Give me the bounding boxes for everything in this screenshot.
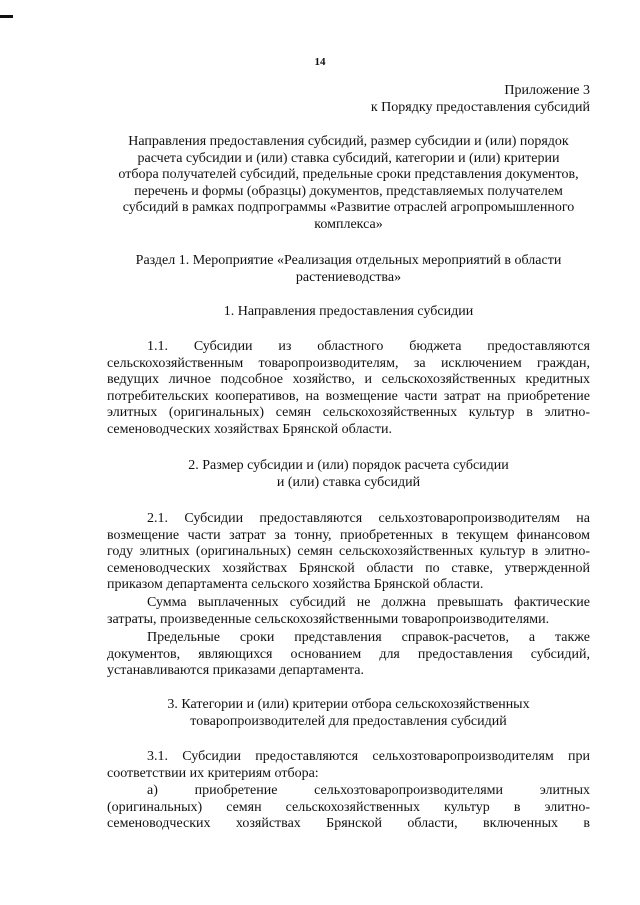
paragraph-line: году элитных (оригинальных) семян сельскохозяйственных культур в элитно- xyxy=(107,544,590,560)
paragraph-line: возмещение части затрат за тонну, приобретенных в текущем финансовом xyxy=(107,527,590,543)
title-line: комплекса» xyxy=(314,216,383,232)
paragraph-1-1 xyxy=(107,339,590,439)
paragraph-line: документов, являющихся основанием для предоставления субсидий, xyxy=(107,646,590,662)
paragraph-line: потребительских кооперативов, на возмещение части затрат на приобретение xyxy=(107,388,590,404)
paragraph-line: соответствии их критериям отбора: xyxy=(107,765,319,781)
paragraph-item-a xyxy=(107,783,590,833)
title-line: Направления предоставления субсидий, размер субсидии и (или) порядок xyxy=(128,134,569,149)
heading-directions xyxy=(107,304,590,321)
paragraph-line: 1.1. Субсидии из областного бюджета предоставляются xyxy=(147,339,590,354)
appendix-header xyxy=(107,83,590,116)
document-title xyxy=(107,134,590,234)
paragraph-3-1 xyxy=(107,749,590,782)
heading-amount xyxy=(107,458,590,491)
paragraph-line: 3.1. Субсидии предоставляются сельхозтоваропроизводителям при xyxy=(147,749,590,764)
paragraph-line: элитных (оригинальных) семян сельскохозяйственных культур в элитно- xyxy=(107,405,590,421)
paragraph-line: а) приобретение сельхозтоваропроизводителями элитных xyxy=(147,783,590,798)
section-title-line: Раздел 1. Мероприятие «Реализация отдельных мероприятий в области xyxy=(135,253,562,268)
appendix-reference: к Порядку предоставления субсидий xyxy=(370,99,590,115)
section-title xyxy=(107,253,590,286)
section-title-line: растениеводства» xyxy=(295,269,402,285)
paragraph-line: 2.1. Субсидии предоставляются сельхозтоваропроизводителям на xyxy=(147,511,590,526)
paragraph-sum xyxy=(107,595,590,628)
paragraph-line: устанавливаются приказами департамента. xyxy=(107,663,364,679)
heading-line: и (или) ставка субсидий xyxy=(276,474,421,490)
paragraph-line: Предельные сроки представления справок-расчетов, а также xyxy=(147,630,590,645)
heading-line: 2. Размер субсидии и (или) порядок расчета субсидии xyxy=(188,458,509,473)
paragraph-line: Сумма выплаченных субсидий не должна превышать фактические xyxy=(147,595,590,610)
paragraph-line: семеноводческих хозяйствах Брянской области. xyxy=(107,421,392,437)
heading-line: 3. Категории и (или) критерии отбора сельскохозяйственных xyxy=(167,697,530,712)
paragraph-line: (оригинальных) семян сельскохозяйственных культур в элитно- xyxy=(107,799,590,815)
paragraph-line: семеноводческих хозяйствах Брянской области, включенных в xyxy=(107,816,590,832)
heading-categories xyxy=(107,697,590,730)
paragraph-line: приказом департамента сельского хозяйства Брянской области. xyxy=(107,577,484,593)
title-line: субсидий в рамках подпрограммы «Развитие отраслей агропромышленного xyxy=(122,200,575,216)
paragraph-line: ведущих личное подсобное хозяйство, и сельскохозяйственных кредитных xyxy=(107,372,590,388)
title-line: расчета субсидии и (или) ставка субсидий, категории и (или) критерии xyxy=(137,150,560,166)
appendix-number: Приложение 3 xyxy=(504,83,590,98)
paragraph-line: семеноводческих хозяйствах Брянской области по ставке, утвержденной xyxy=(107,560,590,576)
paragraph-2-1 xyxy=(107,511,590,594)
paragraph-deadlines xyxy=(107,630,590,680)
page-number: 14 xyxy=(314,56,326,68)
scan-corner-mark xyxy=(0,15,13,18)
paragraph-line: затраты, произведенные сельскохозяйственными товаропроизводителями. xyxy=(107,611,550,627)
paragraph-line: сельскохозяйственным товаропроизводителям, за исключением граждан, xyxy=(107,355,590,371)
heading-line: 1. Направления предоставления субсидии xyxy=(223,304,474,319)
title-line: перечень и формы (образцы) документов, представляемых получателем xyxy=(134,183,563,199)
title-line: отбора получателей субсидий, предельные сроки представления документов, xyxy=(118,167,579,183)
heading-line: товаропроизводителей для предоставления субсидий xyxy=(190,713,507,729)
